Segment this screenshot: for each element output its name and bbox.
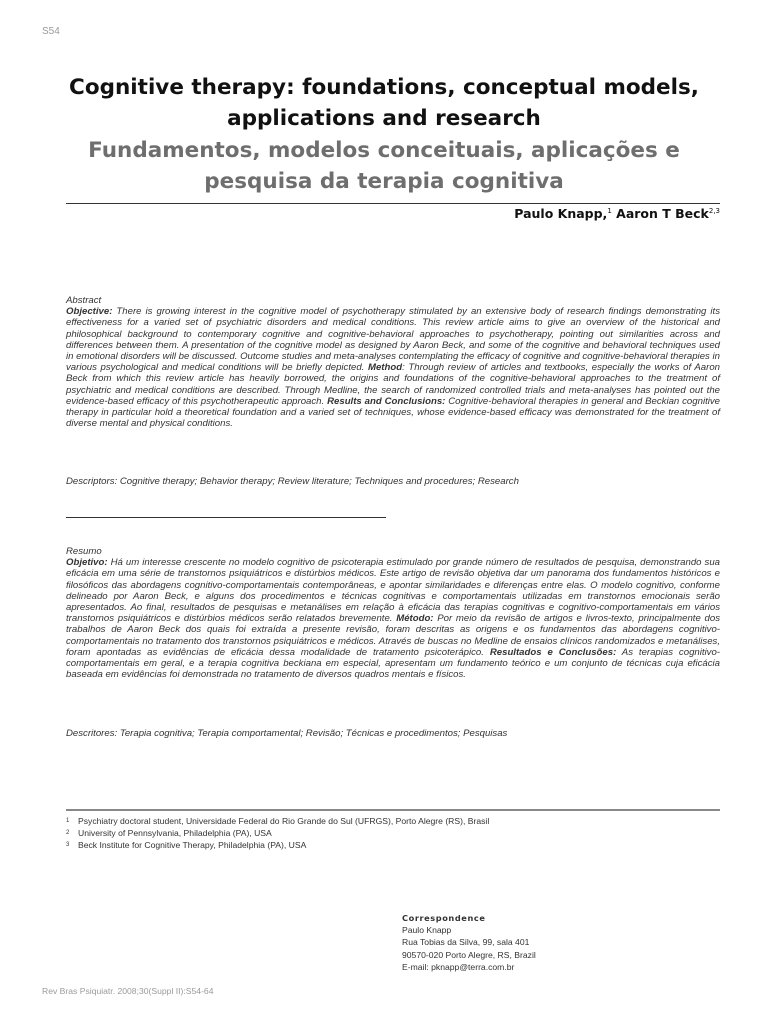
abstract-section <box>66 295 720 429</box>
footnotes <box>66 815 489 851</box>
abstract-objective-label: Objective: <box>66 306 113 318</box>
footnote-number: 1 <box>66 818 70 824</box>
abstract-method-label: Method <box>367 362 403 374</box>
abstract-heading: Abstract <box>66 295 102 306</box>
footnote-number: 3 <box>66 842 70 848</box>
footnote-divider <box>66 809 720 811</box>
abstract-results-label: Results and Conclusions: <box>327 395 446 407</box>
footnote <box>66 839 489 851</box>
descritores-line <box>66 728 720 739</box>
abstract-objective-text: There is growing interest in the cognitive model of psychotherapy stimulated by an extensive body of research findings demonstrating its effectiveness for a varied set of psychiatric disorders and medical conditions. This review article aims to give an overview of the historical and philosophical background to contemporary cognitive and cognitive-behavioral approaches to psychotherapy, pointing out similarities across and differences between them. A presentation of the cognitive model as designed by Aaron Beck, and some of the cognitive and behavioral techniques used in emotional disorders will be discussed. Outcome studies and meta-analyses contemplating the efficacy of cognitive and cognitive-behavioral therapies in various psychological and medical conditions will be briefly depicted. <box>66 306 720 374</box>
author-affiliation-mark: 2,3 <box>708 206 720 215</box>
correspondence-city: 90570-020 Porto Alegre, RS, Brazil <box>402 949 536 960</box>
descritores-label: Descritores: <box>66 728 118 739</box>
descriptors-label: Descriptors: <box>66 476 118 487</box>
resumo-objective-label: Objetivo: <box>66 557 108 569</box>
resumo-objective-text: Há um interesse crescente no modelo cognitivo de psicoterapia estimulado por grande número de resultados de pesquisa, demonstrando sua eficácia em uma série de transtornos psiquiátricos e distúrbios médicos. Este artigo de revisão objetiva dar um panorama dos fundamentos históricos e filosóficos das abordagens cognitivo-comportamentais contemporâneas, e apontar similaridades e diferenças entre elas. O modelo cognitivo, conforme delineado por Aaron Beck, e alguns dos procedimentos e técnicas cognitivas e comportamentais utilizadas em transtornos emocionais serão apresentados. Ao final, resultados de pesquisas e metanálises em relação à eficácia das terapias cognitivas e cognitivo-comportamentais em vários transtornos psiquiátricos e distúrbios médicos serão relatados brevemente. <box>66 557 720 625</box>
journal-reference: Rev Bras Psiquiatr. 2008;30(Suppl II):S54-64 <box>42 986 214 996</box>
resumo-heading: Resumo <box>66 546 102 557</box>
title-divider <box>66 203 720 204</box>
author-affiliation-mark: 1 <box>607 206 612 215</box>
descritores-text: Terapia cognitiva; Terapia comportamental; Revisão; Técnicas e procedimentos; Pesquisas <box>117 728 508 739</box>
resumo-results-label: Resultados e Conclusões: <box>489 646 617 658</box>
author-name: Paulo Knapp, <box>514 206 608 221</box>
descriptors-line <box>66 476 720 487</box>
resumo-results-text: As terapias cognitivo-comportamentais em geral, e a terapia cognitiva beckiana em especial, apresentam um fundamento teórico e um conjunto de técnicas cuja eficácia baseada em evidências foi demonstrada no tratamento de diversos quadros mentais e físicos. <box>66 646 720 681</box>
abstract-method-text: : Through review of articles and textbooks, especially the works of Aaron Beck from which this review article has heavily borrowed, the origins and foundations of the cognitive-behavioral approaches to the treatment of psychiatric and medical conditions are described. Through Medline, the search of randomized controlled trials and meta-analyses has pointed out the evidence-based efficacy of this psychotherapeutic approach. <box>66 362 721 407</box>
resumo-section <box>66 546 720 680</box>
footnote-number: 2 <box>66 830 70 836</box>
descriptors-text: Cognitive therapy; Behavior therapy; Review literature; Techniques and procedures; Research <box>117 476 519 487</box>
correspondence-block <box>402 912 536 973</box>
page-number: S54 <box>42 26 60 37</box>
article-title-portuguese: Fundamentos, modelos conceituais, aplicações e pesquisa da terapia cognitiva <box>88 138 680 194</box>
correspondence-email[interactable]: E-mail: pknapp@terra.com.br <box>402 961 515 972</box>
footnote <box>66 815 489 827</box>
footnote-text: Beck Institute for Cognitive Therapy, Philadelphia (PA), USA <box>78 840 307 850</box>
footnote-text: University of Pennsylvania, Philadelphia (PA), USA <box>78 828 272 838</box>
authors-line <box>514 206 720 221</box>
footnote-text: Psychiatry doctoral student, Universidade Federal do Rio Grande do Sul (UFRGS), Porto Alegre (RS), Brasil <box>78 816 490 826</box>
correspondence-title: Correspondence <box>402 913 486 923</box>
resumo-method-text: Por meio da revisão de artigos e livros-texto, principalmente dos trabalhos de Aaron Beck dos quais foi extraída a presente revisão, foram descritas as origens e os fundamentos das abordagens cognitivo-comportamentais no tratamento dos transtornos psiquiátricos e médicos. Através de buscas no Medline de ensaios clínicos randomizados e metanálises, foram apontadas as evidências de eficácia dessa modalidade de tratamento psicoterápico. <box>66 613 720 658</box>
footnote <box>66 827 489 839</box>
correspondence-name: Paulo Knapp <box>402 925 452 936</box>
article-title-english: Cognitive therapy: foundations, conceptual models, applications and research <box>69 75 699 131</box>
abstract-results-text: Cognitive-behavioral therapies in general and Beckian cognitive therapy in particular hold a theoretical foundation and a varied set of techniques, whose evidence-based efficacy was demonstrated for the treatment of diverse mental and physical conditions. <box>66 395 720 430</box>
resumo-method-label: Método: <box>396 613 434 625</box>
correspondence-street: Rua Tobias da Silva, 99, sala 401 <box>402 937 530 948</box>
author-name: Aaron T Beck <box>616 206 709 221</box>
section-divider <box>66 517 386 518</box>
